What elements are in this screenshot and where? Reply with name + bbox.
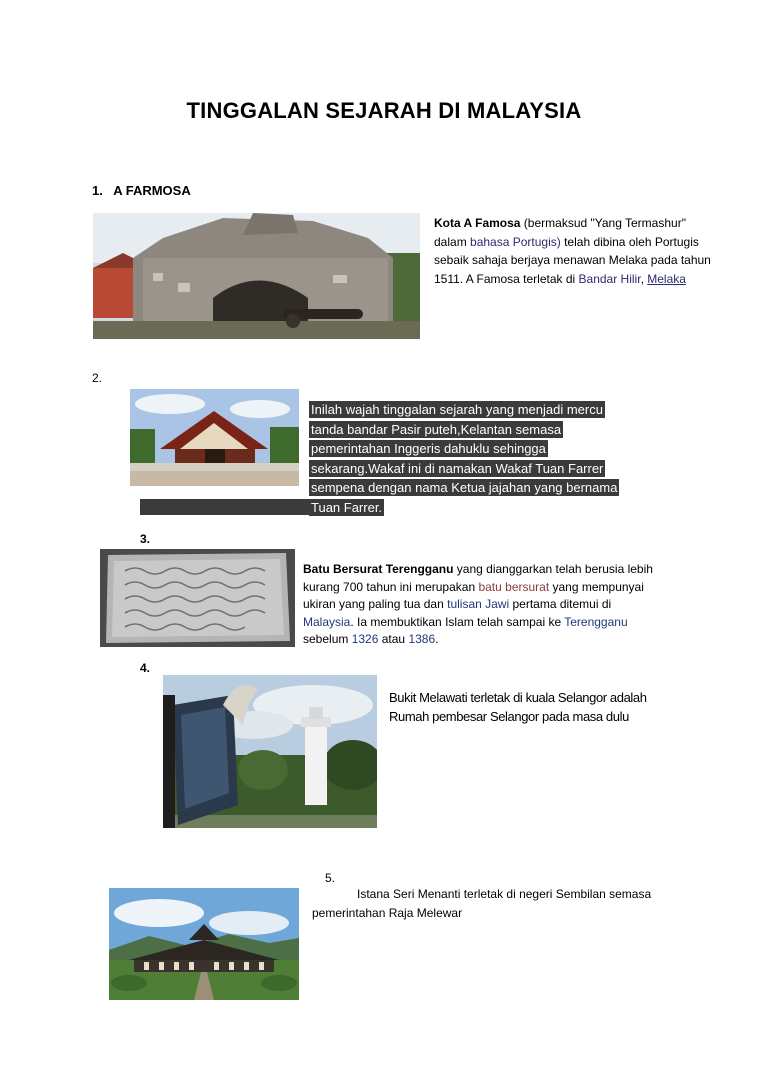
melaka-link[interactable]: Melaka — [647, 271, 686, 286]
year-1326-link[interactable]: 1326 — [351, 632, 379, 646]
text-line: Inilah wajah tinggalan sejarah yang menjadi mercu — [311, 402, 603, 417]
text-run: pertama ditemui di — [509, 597, 612, 611]
text-run: . Ia membuktikan Islam telah sampai ke — [350, 614, 565, 629]
text-line: Tuan Farrer. — [311, 500, 383, 515]
text-line: sekarang.Wakaf ini di namakan Wakaf Tuan Farrer — [311, 460, 604, 476]
text-run: (bermaksud "Yang Termashur" dalam — [434, 216, 686, 249]
section-5-text — [312, 885, 692, 923]
text-line: pemerintahan Inggeris dahuklu sehingga — [311, 441, 546, 456]
section-1-number: 1. — [92, 183, 103, 198]
a-famosa-name: Kota A Famosa — [434, 216, 521, 230]
section-1-text — [434, 214, 714, 288]
page-title: TINGGALAN SEJARAH DI MALAYSIA — [186, 98, 582, 123]
text-line: sempena dengan nama Ketua jajahan yang bernama — [311, 480, 618, 495]
section-2-text — [309, 400, 619, 498]
text-run: yang dianggarkan telah berusia lebih kurang 700 tahun ini merupakan — [303, 562, 653, 594]
highlight-bar — [140, 499, 309, 515]
text-line: pemerintahan Raja Melewar — [312, 906, 463, 920]
batu-bersurat-photo — [100, 549, 295, 647]
batu-bersurat-link[interactable]: batu bersurat — [478, 579, 550, 594]
text-line: Rumah pembesar Selangor pada masa dulu — [389, 708, 629, 724]
section-3-number: 3. — [140, 532, 151, 546]
section-1-heading — [92, 183, 191, 198]
wakaf-tuan-farrer-photo — [130, 389, 299, 486]
bandar-hilir-link[interactable]: Bandar Hilir — [578, 271, 641, 286]
text-line: tanda bandar Pasir puteh,Kelantan semasa — [311, 421, 562, 437]
text-run: , — [640, 271, 648, 286]
text-line: Bukit Melawati terletak di kuala Selangor adalah — [389, 690, 647, 705]
text-run: yang mempunyai ukiran yang paling tua dan — [303, 579, 644, 611]
tulisan-jawi-link[interactable]: tulisan Jawi — [447, 597, 510, 611]
terengganu-link[interactable]: Terengganu — [564, 614, 628, 629]
text-run: atau — [378, 632, 409, 646]
section-5-number: 5. — [325, 871, 336, 885]
bahasa-portugis-link[interactable]: bahasa Portugis) — [470, 234, 561, 249]
section-2-last-line — [309, 498, 384, 518]
section-4-number: 4. — [140, 661, 151, 675]
year-1386-link[interactable]: 1386 — [408, 632, 436, 646]
istana-seri-menanti-photo — [109, 888, 299, 1000]
text-run: telah dibina oleh Portugis sebaik sahaja berjaya menawan Melaka pada tahun 1511. A Famosa terletak di — [434, 234, 711, 286]
section-2-number: 2. — [92, 371, 103, 385]
text-line: Istana Seri Menanti terletak di negeri Sembilan semasa — [357, 887, 652, 901]
text-run: . — [435, 632, 439, 646]
bukit-melawati-photo — [163, 675, 377, 828]
section-1-title: A FARMOSA — [113, 183, 191, 198]
text-run: sebelum — [303, 632, 352, 646]
batu-bersurat-name: Batu Bersurat Terengganu — [303, 562, 454, 576]
a-famosa-photo — [93, 213, 420, 339]
section-3-text — [303, 561, 663, 649]
malaysia-link[interactable]: Malaysia — [303, 614, 351, 629]
section-4-text — [389, 689, 689, 726]
